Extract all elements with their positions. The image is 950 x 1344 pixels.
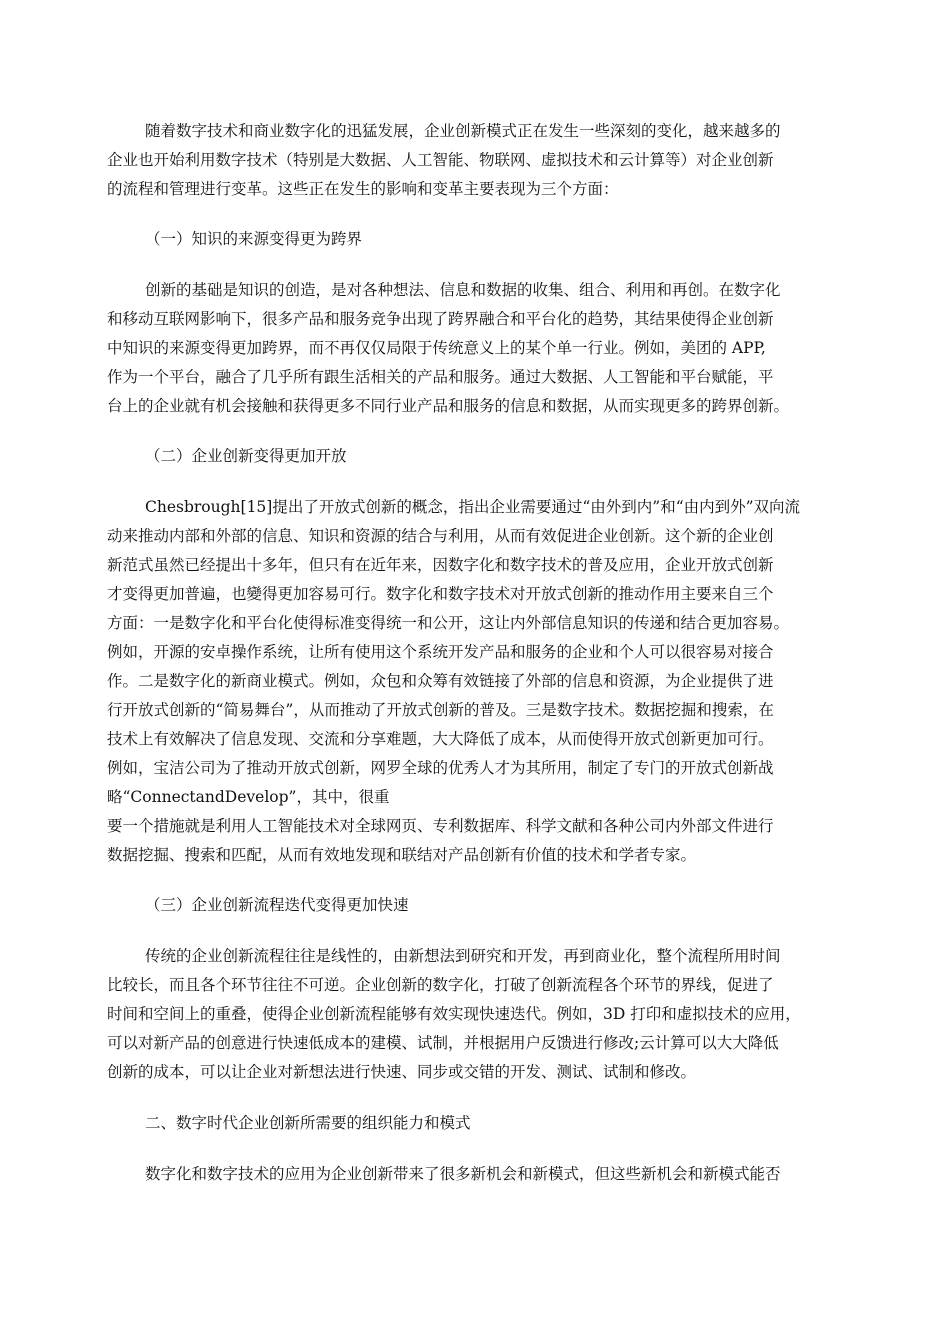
paragraph-line: 中知识的来源变得更加跨界，而不再仅仅局限于传统意义上的某个单一行业。例如，美团的 APP,: [107, 339, 766, 357]
intro-line: 企业也开始利用数字技术（特别是大数据、人工智能、物联网、虚拟技术和云计算等）对企业创新: [107, 151, 774, 169]
intro-line: 随着数字技术和商业数字化的迅猛发展，企业创新模式正在发生一些深刻的变化，越来越多的: [145, 122, 781, 140]
paragraph-line: 例如，开源的安卓操作系统，让所有使用这个系统开发产品和服务的企业和个人可以很容易对接合: [107, 643, 774, 661]
paragraph-line: 可以对新产品的创意进行快速低成本的建模、试制，并根据用户反馈进行修改;云计算可以大大降低: [107, 1034, 779, 1052]
paragraph-line: 新范式虽然已经提出十多年，但只有在近年来，因数字化和数字技术的普及应用，企业开放式创新: [107, 556, 774, 574]
paragraph-line: 台上的企业就有机会接触和获得更多不同行业产品和服务的信息和数据，从而实现更多的跨界创新。: [107, 397, 790, 415]
subheading-faster-iteration: （三）企业创新流程迭代变得更加快速: [145, 896, 409, 914]
section-title: 二、数字时代企业创新所需要的组织能力和模式: [145, 1114, 471, 1132]
paragraph-line: 创新的基础是知识的创造，是对各种想法、信息和数据的收集、组合、利用和再创。在数字化: [145, 281, 781, 299]
paragraph-line: 数据挖掘、搜索和匹配，从而有效地发现和联结对产品创新有价值的技术和学者专家。: [107, 846, 697, 864]
paragraph-line: 数字化和数字技术的应用为企业创新带来了很多新机会和新模式，但这些新机会和新模式能否: [145, 1165, 781, 1183]
paragraph-line: 方面：一是数字化和平台化使得标准变得统一和公开，这让内外部信息知识的传递和结合更加容易。: [107, 614, 790, 632]
paragraph-line: Chesbrough[15]提出了开放式创新的概念，指出企业需要通过“由外到内”和“由内到外”双向流: [145, 498, 801, 516]
paragraph-line: 行开放式创新的“简易舞台”，从而推动了开放式创新的普及。三是数字技术。数据挖掘和搜索，在: [107, 701, 774, 719]
subheading-open-innovation: （二）企业创新变得更加开放: [145, 447, 347, 465]
intro-line: 的流程和管理进行变革。这些正在发生的影响和变革主要表现为三个方面：: [107, 180, 619, 198]
paragraph-line: 技术上有效解决了信息发现、交流和分享难题，大大降低了成本，从而使得开放式创新更加可行。: [107, 730, 774, 748]
subheading-knowledge-source: （一）知识的来源变得更为跨界: [145, 230, 363, 248]
paragraph-line: 例如，宝洁公司为了推动开放式创新，网罗全球的优秀人才为其所用，制定了专门的开放式创新战: [107, 759, 774, 777]
paragraph-line: 才变得更加普遍，也變得更加容易可行。数字化和数字技术对开放式创新的推动作用主要来自三个: [107, 585, 774, 603]
paragraph-line: 时间和空间上的重叠，使得企业创新流程能够有效实现快速迭代。例如，3D 打印和虚拟技术的应用，: [107, 1005, 801, 1023]
paragraph-line: 要一个措施就是利用人工智能技术对全球网页、专利数据库、科学文献和各种公司内外部文件进行: [107, 817, 774, 835]
paragraph-line: 作为一个平台，融合了几乎所有跟生活相关的产品和服务。通过大数据、人工智能和平台赋能，平: [107, 368, 774, 386]
paragraph-line: 略“ConnectandDevelop”，其中，很重: [107, 788, 390, 806]
paragraph-line: 作。二是数字化的新商业模式。例如，众包和众筹有效链接了外部的信息和资源，为企业提供了进: [107, 672, 774, 690]
paragraph-line: 创新的成本，可以让企业对新想法进行快速、同步或交错的开发、测试、试制和修改。: [107, 1063, 697, 1081]
paragraph-line: 比较长，而且各个环节往往不可逆。企业创新的数字化，打破了创新流程各个环节的界线，促进了: [107, 976, 774, 994]
paragraph-line: 和移动互联网影响下，很多产品和服务竞争出现了跨界融合和平台化的趋势，其结果使得企业创新: [107, 310, 774, 328]
paragraph-line: 传统的企业创新流程往往是线性的，由新想法到研究和开发，再到商业化，整个流程所用时间: [145, 947, 781, 965]
paragraph-line: 动来推动内部和外部的信息、知识和资源的结合与利用，从而有效促进企业创新。这个新的企业创: [107, 527, 774, 545]
